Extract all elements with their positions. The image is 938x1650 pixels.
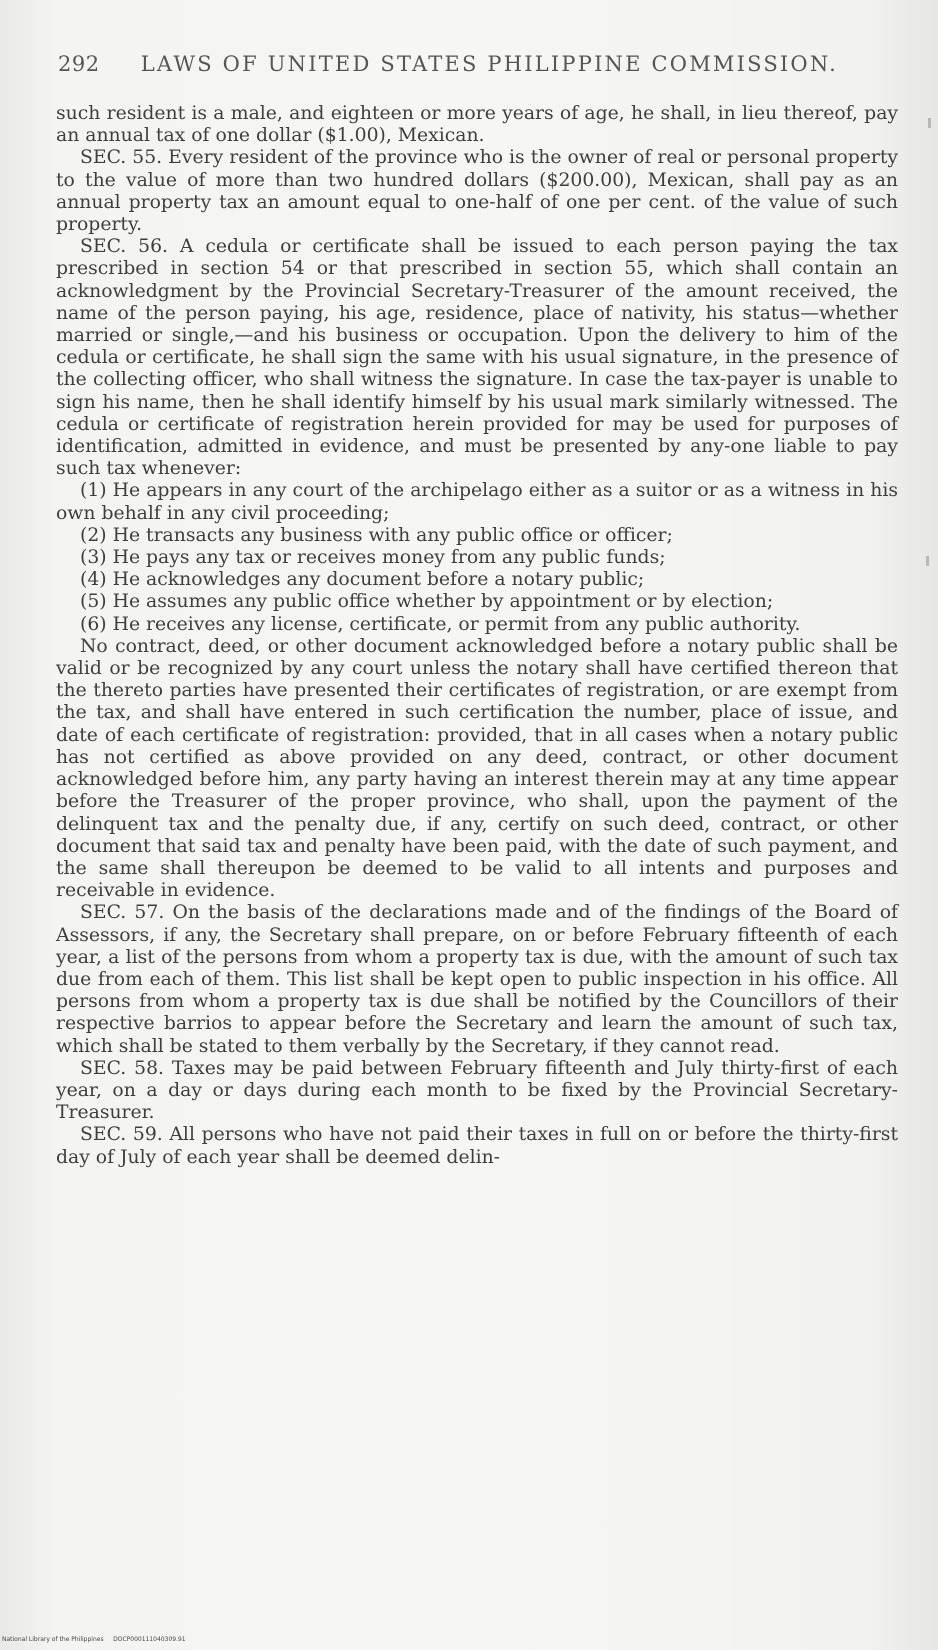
scan-footer (2, 1636, 186, 1643)
running-title: LAWS OF UNITED STATES PHILIPPINE COMMISSION. (140, 52, 838, 76)
page-number: 292 (58, 52, 100, 76)
list-item-3: (3) He pays any tax or receives money from any public funds; (80, 547, 666, 569)
paragraph-sec-57: SEC. 57. On the basis of the declarations made and of the findings of the Board of Assessors, if any, the Secretary shall prepare, on or before February fifteenth of each year, a list of the persons from whom a property tax is due, with the amount of such tax due from each of them. This list shall be kept open to public inspection in his office. All persons from whom a property tax is due shall be notified by the Councillors of their respective barrios to appear before the Secretary and learn the amount of such tax, which shall be stated to them verbally by the Secretary, if they cannot read. (56, 902, 898, 1057)
list-item-1: (1) He appears in any court of the archipelago either as a suitor or as a witness in his own behalf in any civil proceeding; (56, 480, 898, 524)
paragraph-sec-56: SEC. 56. A cedula or certificate shall be issued to each person paying the tax prescribed in section 54 or that prescribed in section 55, which shall contain an acknowledgment by the Provincial Secretary-Treasurer of the amount received, the name of the person paying, his age, residence, place of nativity, his status—whether married or single,—and his business or occupation. Upon the delivery to him of the cedula or certificate, he shall sign the same with his usual signature, in the presence of the collecting officer, who shall witness the signature. In case the tax-payer is unable to sign his name, then he shall identify himself by his usual mark similarly witnessed. The cedula or certificate of registration herein provided for may be used for purposes of identification, admitted in evidence, and must be presented by any-one liable to pay such tax whenever: (56, 236, 898, 480)
body-text (56, 103, 898, 1169)
paragraph-continuation: such resident is a male, and eighteen or more years of age, he shall, in lieu thereof, pay an annual tax of one dollar ($1.00), Mexican. (56, 103, 898, 147)
list-item-6: (6) He receives any license, certificate, or permit from any public authority. (80, 613, 801, 635)
paragraph-sec-55: SEC. 55. Every resident of the province who is the owner of real or personal property to the value of more than two hundred dollars ($200.00), Mexican, shall pay as an annual property tax an amount equal to one-half of one per cent. of the value of such property. (56, 147, 898, 236)
page-header (58, 52, 858, 76)
library-credit: National Library of the Philippines (2, 1636, 104, 1643)
list-item-2: (2) He transacts any business with any public office or officer; (80, 524, 673, 546)
scan-edge-mark (928, 118, 931, 128)
paragraph-sec-58: SEC. 58. Taxes may be paid between February fifteenth and July thirty-first of each year, on a day or days during each month to be fixed by the Provincial Secretary-Treasurer. (56, 1057, 898, 1124)
scan-edge-mark (926, 556, 929, 566)
list-item-4: (4) He acknowledges any document before a notary public; (80, 569, 645, 591)
paragraph-notary: No contract, deed, or other document acknowledged before a notary public shall be valid or be recognized by any court unless the notary shall have certified thereon that the thereto parties have presented their certificates of registration, or are exempt from the tax, and shall have entered in such certification the number, place of issue, and date of each certificate of registration: provided, that in all cases when a notary public has not certified as above provided on any deed, contract, or other document acknowledged before him, any party having an interest therein may at any time appear before the Treasurer of the proper province, who shall, upon the payment of the delinquent tax and the penalty due, if any, certify on such deed, contract, or other document that said tax and penalty have been paid, with the date of such payment, and the same shall thereupon be deemed to be valid to all intents and purposes and receivable in evidence. (56, 635, 898, 902)
paragraph-sec-59: SEC. 59. All persons who have not paid their taxes in full on or before the thirty-first day of July of each year shall be deemed delin- (56, 1124, 898, 1168)
list-item-5: (5) He assumes any public office whether by appointment or by election; (80, 591, 774, 613)
scan-identifier: DOCP000111040309.91 (113, 1636, 186, 1643)
